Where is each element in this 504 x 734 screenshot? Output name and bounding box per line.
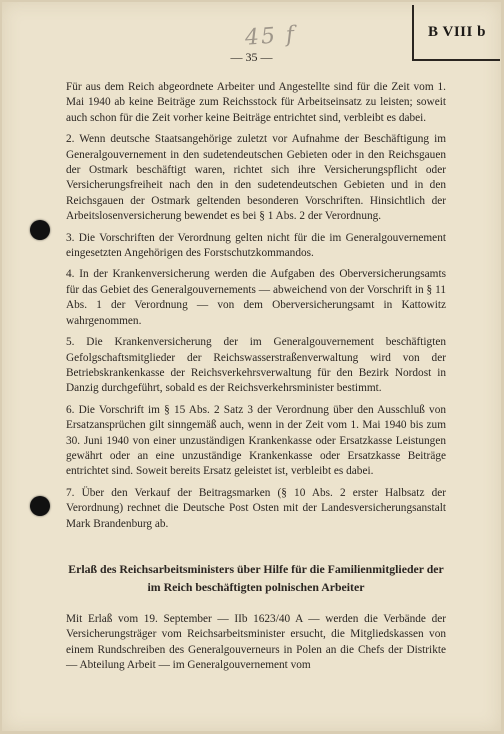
paragraph-5: 5. Die Krankenversicherung der im Generalgouvernement beschäftigten Gefolgschaftsmitglieder der Reichswasserstraßenverwaltung wird von der Betriebskrankenkasse der Reichsverkehrsverwaltung für den Bezirk Nordost in Danzig durchgeführt, sobald es der Reichsverkehrsminister bestimmt. (66, 336, 446, 395)
paragraph-6: 6. Die Vorschrift im § 15 Abs. 2 Satz 3 der Verordnung über den Ausschluß von Ersatzansprüchen gilt sinngemäß auch, wenn in der Zeit vom 1. Mai 1940 bis zum 30. Juni 1940 von einer unzuständigen Krankenkasse oder Ersatzkasse Leistungen gewährt oder an eine unzuständige Krankenkasse oder Ersatzkasse Beiträge entrichtet sind. Soweit bereits Ersatz geleistet ist, verbleibt es dabei. (66, 403, 446, 478)
paragraph-2: 2. Wenn deutsche Staatsangehörige zuletzt vor Aufnahme der Beschäftigung im Generalgouvernement in den sudetendeutschen Gebieten oder in den Reichsgauen der Ostmark beschäftigt waren, richtet sich ihre Versicherungspflicht oder Versicherungsfreiheit nach den in den sudetendeutschen Gebieten und in den Reichsgauen der Ostmark geltenden besonderen Vorschriften. Hinsichtlich der Arbeitslosenversicherung bewendet es bei § 1 Abs. 2 der Verordnung. (66, 133, 446, 223)
handwritten-page-note: 45 f (244, 22, 297, 51)
section-heading: Erlaß des Reichsarbeitsministers über Hilfe für die Familienmitglieder der im Reich beschäftigten polnischen Arbeiter (68, 561, 444, 594)
punch-hole-icon (30, 496, 50, 516)
paragraph-decree: Mit Erlaß vom 19. September — IIb 1623/40 A — werden die Verbände der Versicherungsträger vom Reichsarbeitsminister ersucht, die Mitgliedskassen von einem Rundschreiben des Generalgouverneurs in Polen an die Chefs der Distrikte — Abteilung Arbeit — im Generalgouvernement vom (66, 612, 446, 672)
archive-stamp: B VIII b (412, 5, 500, 61)
paragraph-7: 7. Über den Verkauf der Beitragsmarken (§ 10 Abs. 2 erster Halbsatz der Verordnung) rechnet die Deutsche Post Osten mit der Landesversicherungsanstalt Mark Brandenburg ab. (66, 486, 446, 530)
document-body (66, 80, 446, 680)
paragraph-3: 3. Die Vorschriften der Verordnung gelten nicht für die im Generalgouvernement eingesetzten Angehörigen des Forstschutzkommandos. (66, 231, 446, 260)
punch-hole-icon (30, 220, 50, 240)
document-page (2, 2, 501, 731)
paragraph-4: 4. In der Krankenversicherung werden die Aufgaben des Oberversicherungsamts für das Gebiet des Generalgouvernements — abweichend von der Vorschrift in § 11 Abs. 1 der Verordnung — von dem Oberversicherungsamt in Kattowitz wahrgenommen. (66, 268, 446, 327)
paragraph-intro: Für aus dem Reich abgeordnete Arbeiter und Angestellte sind für die Zeit vom 1. Mai 1940 ab keine Beiträge zum Reichsstock für Arbeitseinsatz zu leisten; soweit auch schon für die Zeit vorher keine Beiträge entrichtet sind, verbleibt es dabei. (66, 81, 446, 124)
page-number: — 35 — (230, 50, 273, 64)
